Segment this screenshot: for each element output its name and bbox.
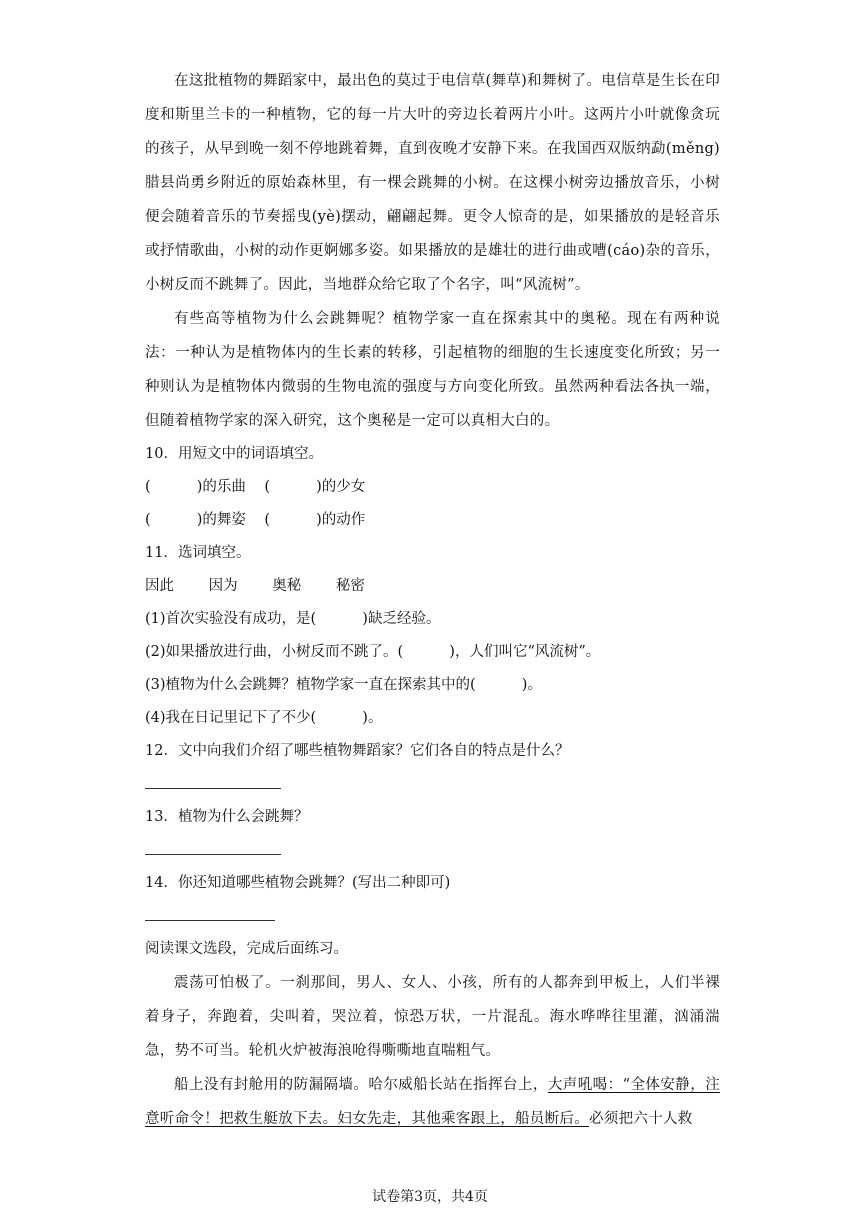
answer-line[interactable] <box>145 920 275 921</box>
question-10-row-1: ( )的乐曲 ( )的少女 <box>145 479 366 495</box>
question-11-item-1: (1)首次实验没有成功，是( )缺乏经验。 <box>145 611 441 627</box>
passage-paragraph-2: 有些高等植物为什么会跳舞呢？植物学家一直在探索其中的奥秘。现在有两种说法：一种认为是植物体内的生长素的转移，引起植物的细胞的生长速度变化所致；另一种则认为是植物体内微弱的生物电流的强度与方向变化所致。虽然两种看法各执一端，但随着植物学家的深入研究，这个奥秘是一定可以真相大白的。 <box>145 311 720 429</box>
answer-line[interactable] <box>145 854 281 855</box>
question-12-title: 12．文中向我们介绍了哪些植物舞蹈家？它们各自的特点是什么？ <box>145 743 570 759</box>
underlined-text: 大声吼喝：“全体安静，注意听命令！把救生艇放下去。妇女先走，其他乘客跟上，船员断后。 <box>145 1077 720 1127</box>
question-10-row-2: ( )的舞姿 ( )的动作 <box>145 512 366 528</box>
answer-line[interactable] <box>145 788 281 789</box>
question-11-item-4: (4)我在日记里记下了不少( )。 <box>145 710 383 726</box>
paragraph-text: 必须把六十人救 <box>589 1111 693 1127</box>
option-word: 因为 <box>208 578 238 594</box>
question-14-title: 14．你还知道哪些植物会跳舞？(写出二种即可) <box>145 875 451 891</box>
page-content <box>145 64 720 1136</box>
section-2-paragraph-2 <box>145 1068 720 1136</box>
option-word: 因此 <box>145 578 174 594</box>
section-2-paragraph-1: 震荡可怕极了。一刹那间，男人、女人、小孩，所有的人都奔到甲板上，人们半裸着身子，奔跑着，尖叫着，哭泣着，惊恐万状，一片混乱。海水哗哗往里灌，汹涌湍急，势不可当。轮机火炉被海浪呛得嘶嘶地直喘粗气。 <box>145 975 720 1059</box>
question-10-title: 10．用短文中的词语填空。 <box>145 446 323 462</box>
question-11-item-2: (2)如果播放进行曲，小树反而不跳了。( )，人们叫它“风流树”。 <box>145 644 601 660</box>
option-word: 秘密 <box>335 578 365 594</box>
page-footer: 试卷第3页，共4页 <box>372 1189 488 1205</box>
question-11-options <box>145 570 720 603</box>
passage-paragraph-1: 在这批植物的舞蹈家中，最出色的莫过于电信草(舞草)和舞树了。电信草是生长在印度和斯里兰卡的一种植物，它的每一片大叶的旁边长着两片小叶。这两片小叶就像贪玩的孩子，从早到晚一刻不停地跳着舞，直到夜晚才安静下来。在我国西双版纳勐(měng)腊县尚勇乡附近的原始森林里，有一棵会跳舞的小树。在这棵小树旁边播放音乐，小树便会随着音乐的节奏摇曳(yè)摆动，翩翩起舞。更令人惊奇的是，如果播放的是轻音乐或抒情歌曲，小树的动作更婀娜多姿。如果播放的是雄壮的进行曲或嘈(cáo)杂的音乐，小树反而不跳舞了。因此，当地群众给它取了个名字，叫“风流树”。 <box>145 73 720 293</box>
question-11-title: 11．选词填空。 <box>145 545 251 561</box>
question-11-item-3: (3)植物为什么会跳舞？植物学家一直在探索其中的( )。 <box>145 677 542 693</box>
section-2-intro: 阅读课文选段，完成后面练习。 <box>145 941 348 957</box>
option-word: 奥秘 <box>272 578 302 594</box>
paragraph-text: 船上没有封舱用的防漏隔墙。哈尔威船长站在指挥台上， <box>174 1077 548 1093</box>
question-13-title: 13．植物为什么会跳舞？ <box>145 809 309 825</box>
